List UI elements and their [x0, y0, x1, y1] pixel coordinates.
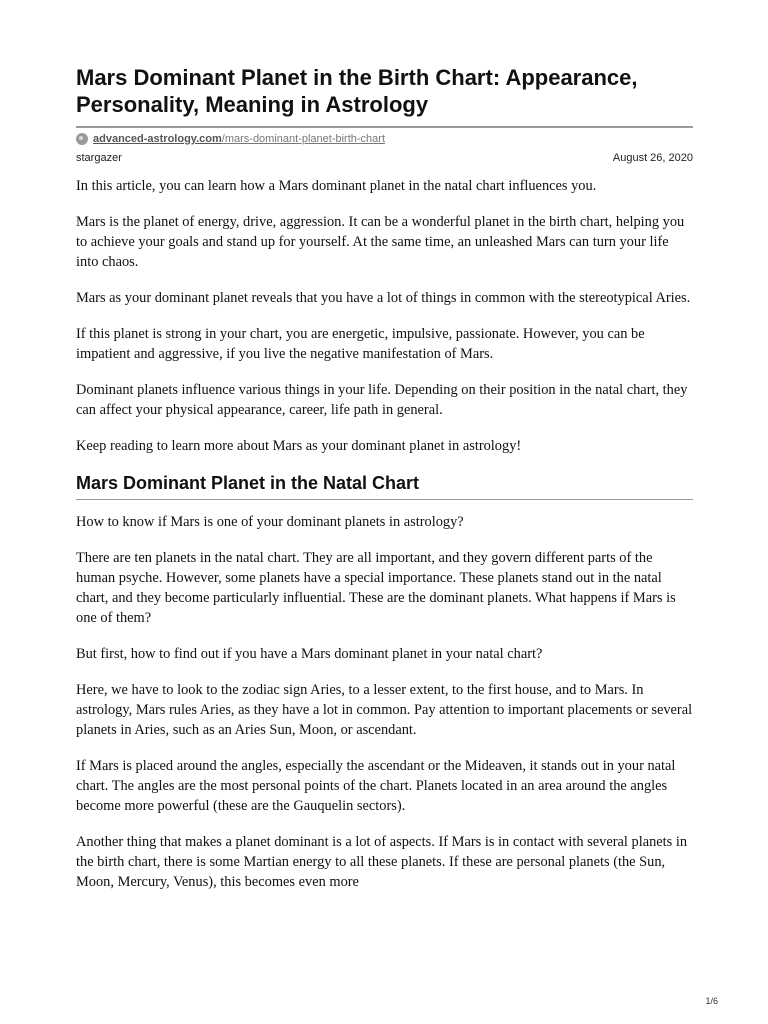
paragraph: If Mars is placed around the angles, especially the ascendant or the Mideaven, it stands out in your natal chart. The angles are the most personal points of the chart. Planets located in an area around the angles become more powerful (these are the Gauquelin sectors).	[76, 758, 676, 814]
publish-date: August 26, 2020	[612, 152, 693, 164]
paragraph: If this planet is strong in your chart, you are energetic, impulsive, passionate. However, you can be impatient and aggressive, if you live the negative manifestation of Mars.	[76, 326, 645, 362]
source-link[interactable]	[76, 133, 693, 145]
author: stargazer	[76, 152, 122, 164]
paragraph: In this article, you can learn how a Mars dominant planet in the natal chart influences you.	[76, 178, 597, 194]
paragraph: Here, we have to look to the zodiac sign Aries, to a lesser extent, to the first house, and to Mars. In astrology, Mars rules Aries, as they have a lot in common. Pay attention to important placements or several planets in Aries, such as an Aries Sun, Moon, or ascendant.	[76, 682, 693, 738]
page-number: 1/6	[705, 996, 718, 1006]
article	[76, 64, 693, 908]
article-title: Mars Dominant Planet in the Birth Chart: Appearance, Personality, Meaning in Astrology	[76, 65, 638, 117]
title-divider	[76, 126, 693, 128]
section-heading: Mars Dominant Planet in the Natal Chart	[76, 473, 420, 493]
paragraph: But first, how to find out if you have a Mars dominant planet in your natal chart?	[76, 646, 543, 662]
globe-icon	[76, 133, 88, 145]
article-meta	[76, 152, 693, 164]
source-path[interactable]: /mars-dominant-planet-birth-chart	[221, 133, 386, 145]
source-domain[interactable]: advanced-astrology.com	[93, 133, 222, 145]
paragraph: Mars is the planet of energy, drive, aggression. It can be a wonderful planet in the birth chart, helping you to achieve your goals and stand up for yourself. At the same time, an unleashed Mars can turn your life into chaos.	[76, 214, 685, 270]
paragraph: How to know if Mars is one of your dominant planets in astrology?	[76, 514, 464, 530]
paragraph: Keep reading to learn more about Mars as your dominant planet in astrology!	[76, 438, 522, 454]
paragraph: Mars as your dominant planet reveals that you have a lot of things in common with the stereotypical Aries.	[76, 290, 691, 306]
paragraph: There are ten planets in the natal chart. They are all important, and they govern different parts of the human psyche. However, some planets have a special importance. These planets stand out in the natal chart, and they become particularly influential. These are the dominant planets. What happens if Mars is one of them?	[76, 550, 676, 626]
paragraph: Another thing that makes a planet dominant is a lot of aspects. If Mars is in contact with several planets in the birth chart, there is some Martian energy to all these planets. If these are personal planets (the Sun, Moon, Mercury, Venus), this becomes even more	[76, 834, 688, 890]
section-divider	[76, 499, 693, 500]
paragraph: Dominant planets influence various things in your life. Depending on their position in the natal chart, they can affect your physical appearance, career, life path in general.	[76, 382, 688, 418]
article-body	[76, 176, 693, 892]
